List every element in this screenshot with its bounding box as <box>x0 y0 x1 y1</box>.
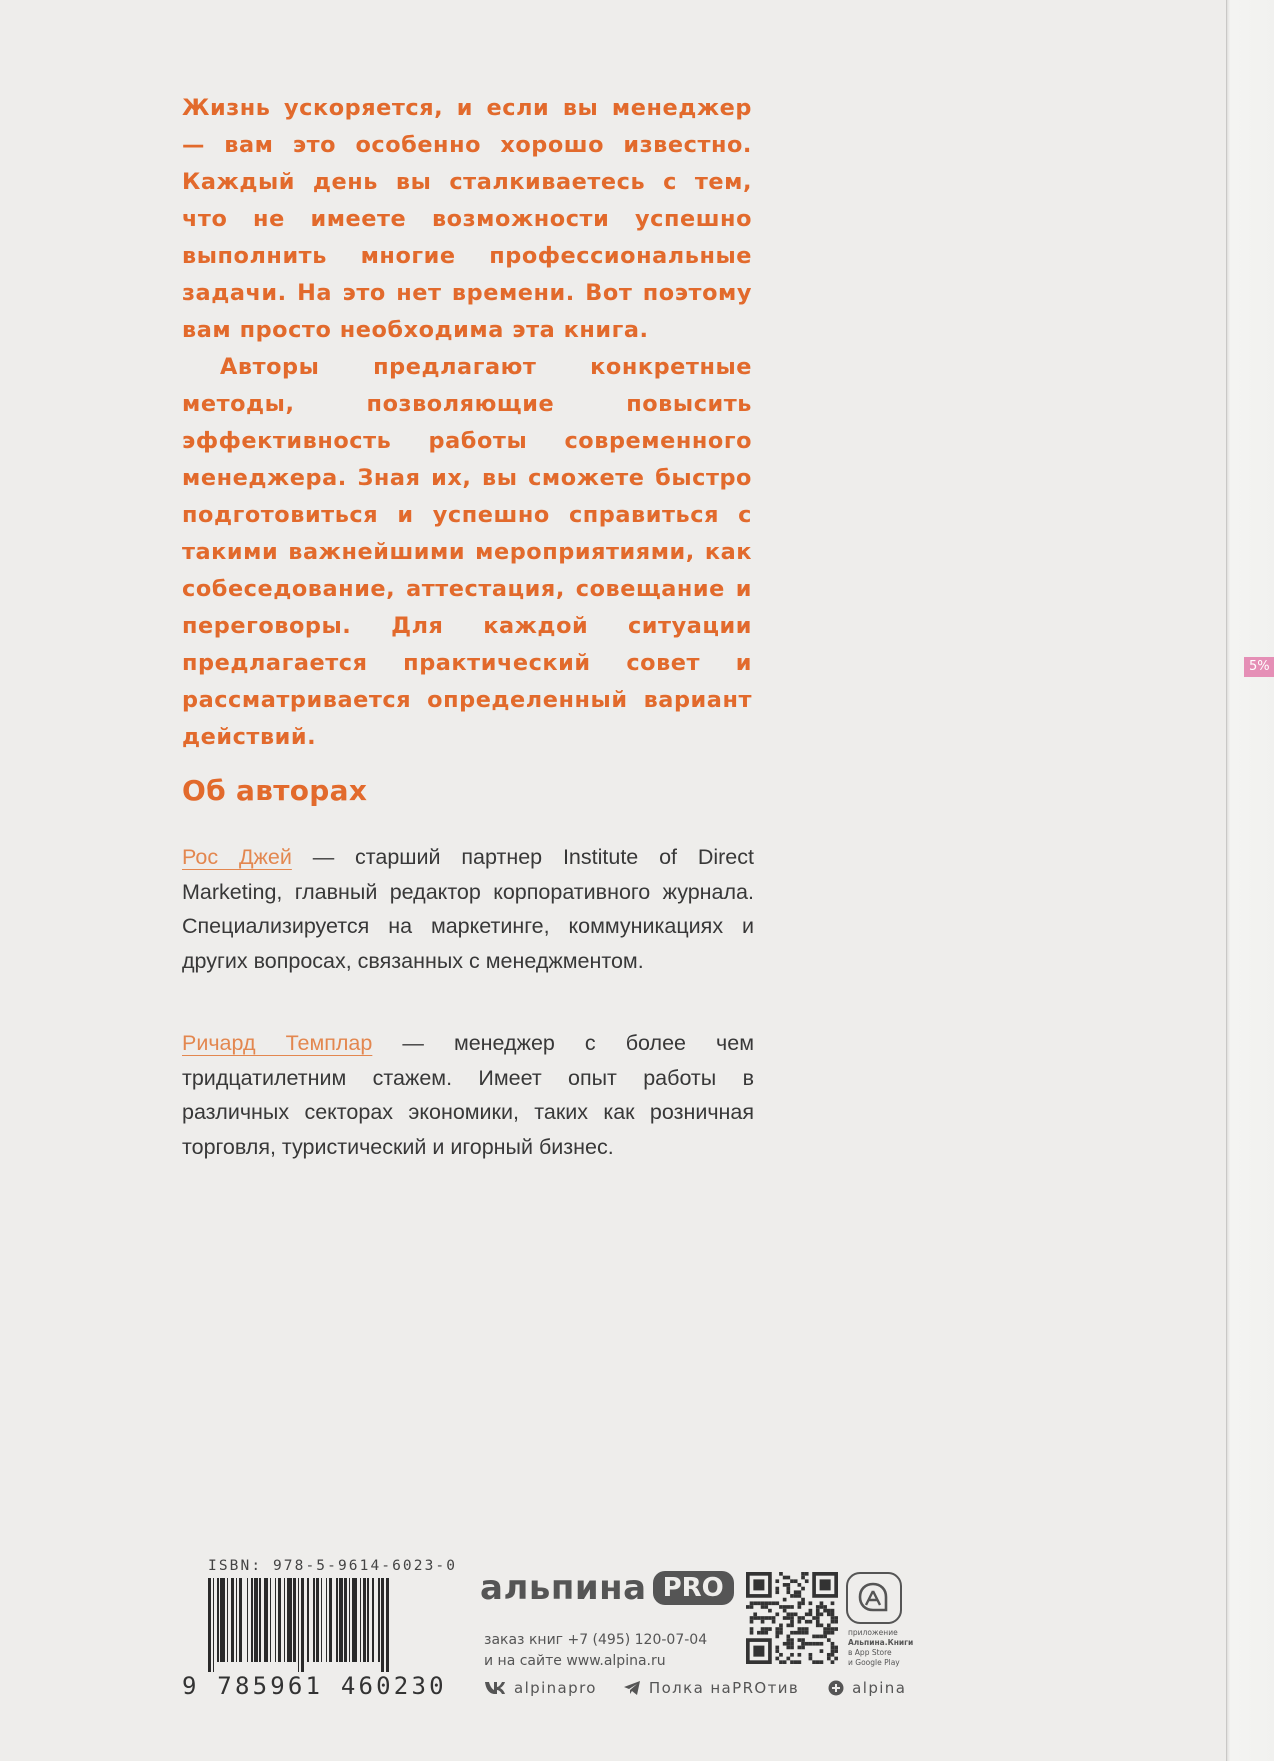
qr-module <box>831 1616 835 1620</box>
alpina-app-icon <box>856 1580 890 1614</box>
qr-module <box>801 1601 805 1605</box>
telegram-icon <box>623 1680 641 1696</box>
qr-module <box>775 1657 779 1661</box>
social-site[interactable] <box>828 1679 906 1697</box>
qr-module <box>750 1616 754 1620</box>
qr-module <box>783 1598 787 1602</box>
qr-module <box>775 1590 779 1594</box>
qr-module <box>757 1631 761 1635</box>
qr-module <box>809 1601 813 1605</box>
qr-module <box>761 1627 765 1631</box>
qr-module <box>764 1631 768 1635</box>
qr-module <box>827 1653 831 1657</box>
qr-module <box>831 1646 835 1650</box>
telegram-channel: Полка наPROтив <box>648 1679 800 1697</box>
qr-module <box>786 1616 790 1620</box>
qr-module <box>834 1657 838 1661</box>
qr-module <box>812 1660 816 1664</box>
qr-module <box>809 1609 813 1613</box>
qr-module <box>798 1631 802 1635</box>
qr-module <box>790 1605 794 1609</box>
qr-module <box>775 1631 779 1635</box>
qr-module <box>790 1646 794 1650</box>
qr-module <box>768 1601 772 1605</box>
qr-module <box>775 1649 779 1653</box>
qr-module <box>827 1612 831 1616</box>
qr-module <box>812 1616 816 1620</box>
qr-module <box>779 1627 783 1631</box>
qr-module <box>783 1605 787 1609</box>
qr-module <box>761 1605 765 1609</box>
qr-module <box>801 1616 805 1620</box>
qr-module <box>761 1601 765 1605</box>
qr-module <box>816 1660 820 1664</box>
qr-module <box>790 1642 794 1646</box>
qr-module <box>816 1620 820 1624</box>
qr-module <box>790 1624 794 1628</box>
qr-code[interactable] <box>746 1572 838 1664</box>
qr-module <box>801 1646 805 1650</box>
qr-module <box>786 1657 790 1661</box>
qr-module <box>786 1576 790 1580</box>
qr-module <box>798 1660 802 1664</box>
qr-module <box>779 1605 783 1609</box>
qr-module <box>831 1649 835 1653</box>
isbn-label: ISBN: 978-5-9614-6023-0 <box>208 1558 458 1574</box>
qr-module <box>798 1646 802 1650</box>
qr-module <box>798 1594 802 1598</box>
qr-module <box>809 1657 813 1661</box>
app-text-line: и Google Play <box>848 1658 900 1667</box>
qr-module <box>820 1605 824 1609</box>
qr-module <box>794 1631 798 1635</box>
qr-module <box>775 1601 779 1605</box>
qr-module <box>801 1631 805 1635</box>
qr-module <box>794 1594 798 1598</box>
book-blurb <box>182 90 752 756</box>
qr-module <box>827 1609 831 1613</box>
publisher-logo <box>480 1568 734 1608</box>
qr-module <box>790 1631 794 1635</box>
qr-module <box>827 1627 831 1631</box>
qr-module <box>775 1612 779 1616</box>
qr-module <box>827 1624 831 1628</box>
qr-module <box>764 1627 768 1631</box>
qr-module <box>831 1612 835 1616</box>
book-edge-line <box>1226 0 1227 1761</box>
qr-module <box>831 1609 835 1613</box>
qr-module <box>798 1638 802 1642</box>
qr-module <box>746 1605 750 1609</box>
qr-module <box>805 1612 809 1616</box>
qr-module <box>783 1609 787 1613</box>
barcode-digits: 9 785961 460230 <box>182 1672 447 1700</box>
qr-module <box>775 1635 779 1639</box>
author-bio-text: — старший партнер Institute of Direct Marketing, главный редактор корпоративного журнала. Специализируется на маркетинге, коммуникациях и других вопросах, связанных с менеджментом. <box>182 845 754 973</box>
qr-module <box>779 1624 783 1628</box>
author-name[interactable]: Рос Джей <box>182 845 292 869</box>
qr-module <box>823 1627 827 1631</box>
social-vk[interactable] <box>484 1679 597 1697</box>
app-badge[interactable] <box>846 1572 902 1624</box>
qr-module <box>764 1601 768 1605</box>
qr-module <box>794 1660 798 1664</box>
book-page-edge <box>1226 0 1274 1761</box>
qr-module <box>798 1590 802 1594</box>
author-name[interactable]: Ричард Темплар <box>182 1031 373 1055</box>
qr-module <box>823 1635 827 1639</box>
qr-module <box>831 1631 835 1635</box>
qr-module <box>753 1612 757 1616</box>
qr-module <box>831 1642 835 1646</box>
app-text-line: Альпина.Книги <box>848 1638 914 1647</box>
qr-module <box>809 1642 813 1646</box>
qr-module <box>823 1609 827 1613</box>
qr-module <box>823 1605 827 1609</box>
qr-module <box>801 1572 805 1576</box>
social-links <box>484 1679 932 1697</box>
qr-module <box>764 1616 768 1620</box>
qr-module <box>816 1616 820 1620</box>
qr-module <box>798 1601 802 1605</box>
vk-icon <box>484 1681 506 1695</box>
qr-module <box>786 1587 790 1591</box>
qr-module <box>805 1631 809 1635</box>
qr-module <box>783 1642 787 1646</box>
social-telegram[interactable] <box>623 1679 799 1697</box>
qr-module <box>794 1579 798 1583</box>
qr-module <box>786 1590 790 1594</box>
qr-module <box>827 1657 831 1661</box>
qr-module <box>820 1601 824 1605</box>
qr-module <box>794 1612 798 1616</box>
order-phone: заказ книг +7 (495) 120-07-04 <box>484 1632 708 1648</box>
edge-tab: 5% <box>1244 657 1274 677</box>
qr-module <box>786 1612 790 1616</box>
qr-module <box>820 1660 824 1664</box>
qr-module <box>809 1612 813 1616</box>
qr-module <box>798 1620 802 1624</box>
qr-module <box>764 1605 768 1609</box>
qr-module <box>823 1631 827 1635</box>
qr-module <box>783 1616 787 1620</box>
qr-module <box>820 1642 824 1646</box>
qr-module <box>786 1638 790 1642</box>
qr-module <box>827 1638 831 1642</box>
blurb-paragraph-2: Авторы предлагают конкретные методы, позволяющие повысить эффективность работы современного менеджера. Зная их, вы сможете быстро подготовиться и успешно справиться с такими важнейшими мероприятиями, как собеседование, аттестация, совещание и переговоры. Для каждой ситуации предлагается практический совет и рассматривается определенный вариант действий. <box>182 354 752 750</box>
blurb-paragraph-1: Жизнь ускоряется, и если вы менеджер — вам это особенно хорошо известно. Каждый день вы сталкиваетесь с тем, что не имеете возможности успешно выполнить многие профессиональные задачи. На это нет времени. Вот поэтому вам просто необходима эта книга. <box>182 95 752 343</box>
qr-module <box>786 1635 790 1639</box>
qr-module <box>772 1620 776 1624</box>
qr-module <box>816 1635 820 1639</box>
qr-module <box>801 1627 805 1631</box>
qr-module <box>816 1612 820 1616</box>
qr-module <box>790 1620 794 1624</box>
barcode <box>208 1578 444 1662</box>
qr-module <box>750 1605 754 1609</box>
qr-module <box>790 1653 794 1657</box>
qr-module <box>805 1627 809 1631</box>
qr-module <box>786 1646 790 1650</box>
qr-module <box>786 1583 790 1587</box>
qr-module <box>801 1642 805 1646</box>
qr-module <box>809 1620 813 1624</box>
qr-module <box>768 1627 772 1631</box>
qr-module <box>798 1627 802 1631</box>
qr-module <box>779 1660 783 1664</box>
qr-module <box>783 1583 787 1587</box>
qr-module <box>805 1642 809 1646</box>
qr-module <box>779 1572 783 1576</box>
about-authors-heading: Об авторах <box>182 774 368 807</box>
author-bio <box>182 1026 754 1164</box>
qr-finder-center <box>820 1579 831 1590</box>
publisher-badge: PRO <box>653 1571 734 1605</box>
qr-finder-center <box>753 1579 764 1590</box>
qr-module <box>761 1620 765 1624</box>
qr-module <box>831 1620 835 1624</box>
app-text-line: приложение <box>848 1628 898 1637</box>
qr-module <box>753 1616 757 1620</box>
qr-module <box>775 1579 779 1583</box>
qr-module <box>783 1660 787 1664</box>
qr-module <box>805 1572 809 1576</box>
qr-module <box>820 1624 824 1628</box>
qr-module <box>783 1576 787 1580</box>
qr-module <box>786 1624 790 1628</box>
qr-module <box>757 1601 761 1605</box>
qr-module <box>801 1638 805 1642</box>
qr-module <box>779 1653 783 1657</box>
qr-module <box>790 1638 794 1642</box>
qr-module <box>794 1590 798 1594</box>
qr-module <box>816 1605 820 1609</box>
qr-module <box>798 1653 802 1657</box>
qr-finder-center <box>753 1646 764 1657</box>
qr-module <box>834 1649 838 1653</box>
qr-module <box>816 1642 820 1646</box>
qr-module <box>798 1583 802 1587</box>
qr-module <box>816 1624 820 1628</box>
qr-module <box>768 1609 772 1613</box>
vk-handle: alpinapro <box>514 1679 597 1697</box>
qr-module <box>834 1620 838 1624</box>
qr-module <box>820 1612 824 1616</box>
qr-module <box>834 1616 838 1620</box>
qr-module <box>779 1631 783 1635</box>
qr-module <box>750 1627 754 1631</box>
qr-module <box>816 1609 820 1613</box>
qr-module <box>834 1646 838 1650</box>
qr-module <box>772 1601 776 1605</box>
qr-module <box>827 1631 831 1635</box>
qr-module <box>809 1653 813 1657</box>
qr-module <box>761 1631 765 1635</box>
qr-module <box>761 1616 765 1620</box>
qr-module <box>786 1605 790 1609</box>
qr-module <box>831 1653 835 1657</box>
qr-module <box>790 1612 794 1616</box>
qr-module <box>790 1616 794 1620</box>
qr-module <box>812 1635 816 1639</box>
qr-module <box>750 1620 754 1624</box>
qr-module <box>772 1616 776 1620</box>
qr-module <box>805 1579 809 1583</box>
qr-module <box>834 1627 838 1631</box>
app-store-text <box>848 1628 928 1668</box>
order-info <box>484 1630 707 1672</box>
qr-module <box>775 1646 779 1650</box>
qr-module <box>801 1587 805 1591</box>
qr-module <box>831 1601 835 1605</box>
qr-module <box>798 1605 802 1609</box>
order-website[interactable]: и на сайте www.alpina.ru <box>484 1653 666 1669</box>
barcode-bar <box>386 1578 389 1672</box>
qr-module <box>831 1660 835 1664</box>
qr-module <box>750 1601 754 1605</box>
qr-module <box>790 1660 794 1664</box>
qr-module <box>786 1642 790 1646</box>
qr-module <box>753 1601 757 1605</box>
publisher-name: альпина <box>480 1568 647 1608</box>
qr-module <box>790 1579 794 1583</box>
qr-module <box>775 1587 779 1591</box>
qr-module <box>790 1594 794 1598</box>
qr-module <box>812 1642 816 1646</box>
site-handle: alpina <box>852 1679 907 1697</box>
qr-module <box>775 1627 779 1631</box>
qr-module <box>750 1631 754 1635</box>
author-bio <box>182 840 754 978</box>
qr-module <box>798 1616 802 1620</box>
author-bio-text: — менеджер с более чем тридцатилетним стажем. Имеет опыт работы в различных секторах экономики, таких как розничная торговля, туристический и игорный бизнес. <box>182 1031 754 1159</box>
qr-module <box>768 1616 772 1620</box>
qr-module <box>820 1635 824 1639</box>
qr-module <box>801 1576 805 1580</box>
qr-module <box>757 1616 761 1620</box>
qr-module <box>801 1598 805 1602</box>
qr-module <box>805 1620 809 1624</box>
qr-module <box>831 1627 835 1631</box>
qr-module <box>820 1649 824 1653</box>
plus-circle-icon <box>828 1680 844 1696</box>
app-text-line: в App Store <box>848 1648 892 1657</box>
